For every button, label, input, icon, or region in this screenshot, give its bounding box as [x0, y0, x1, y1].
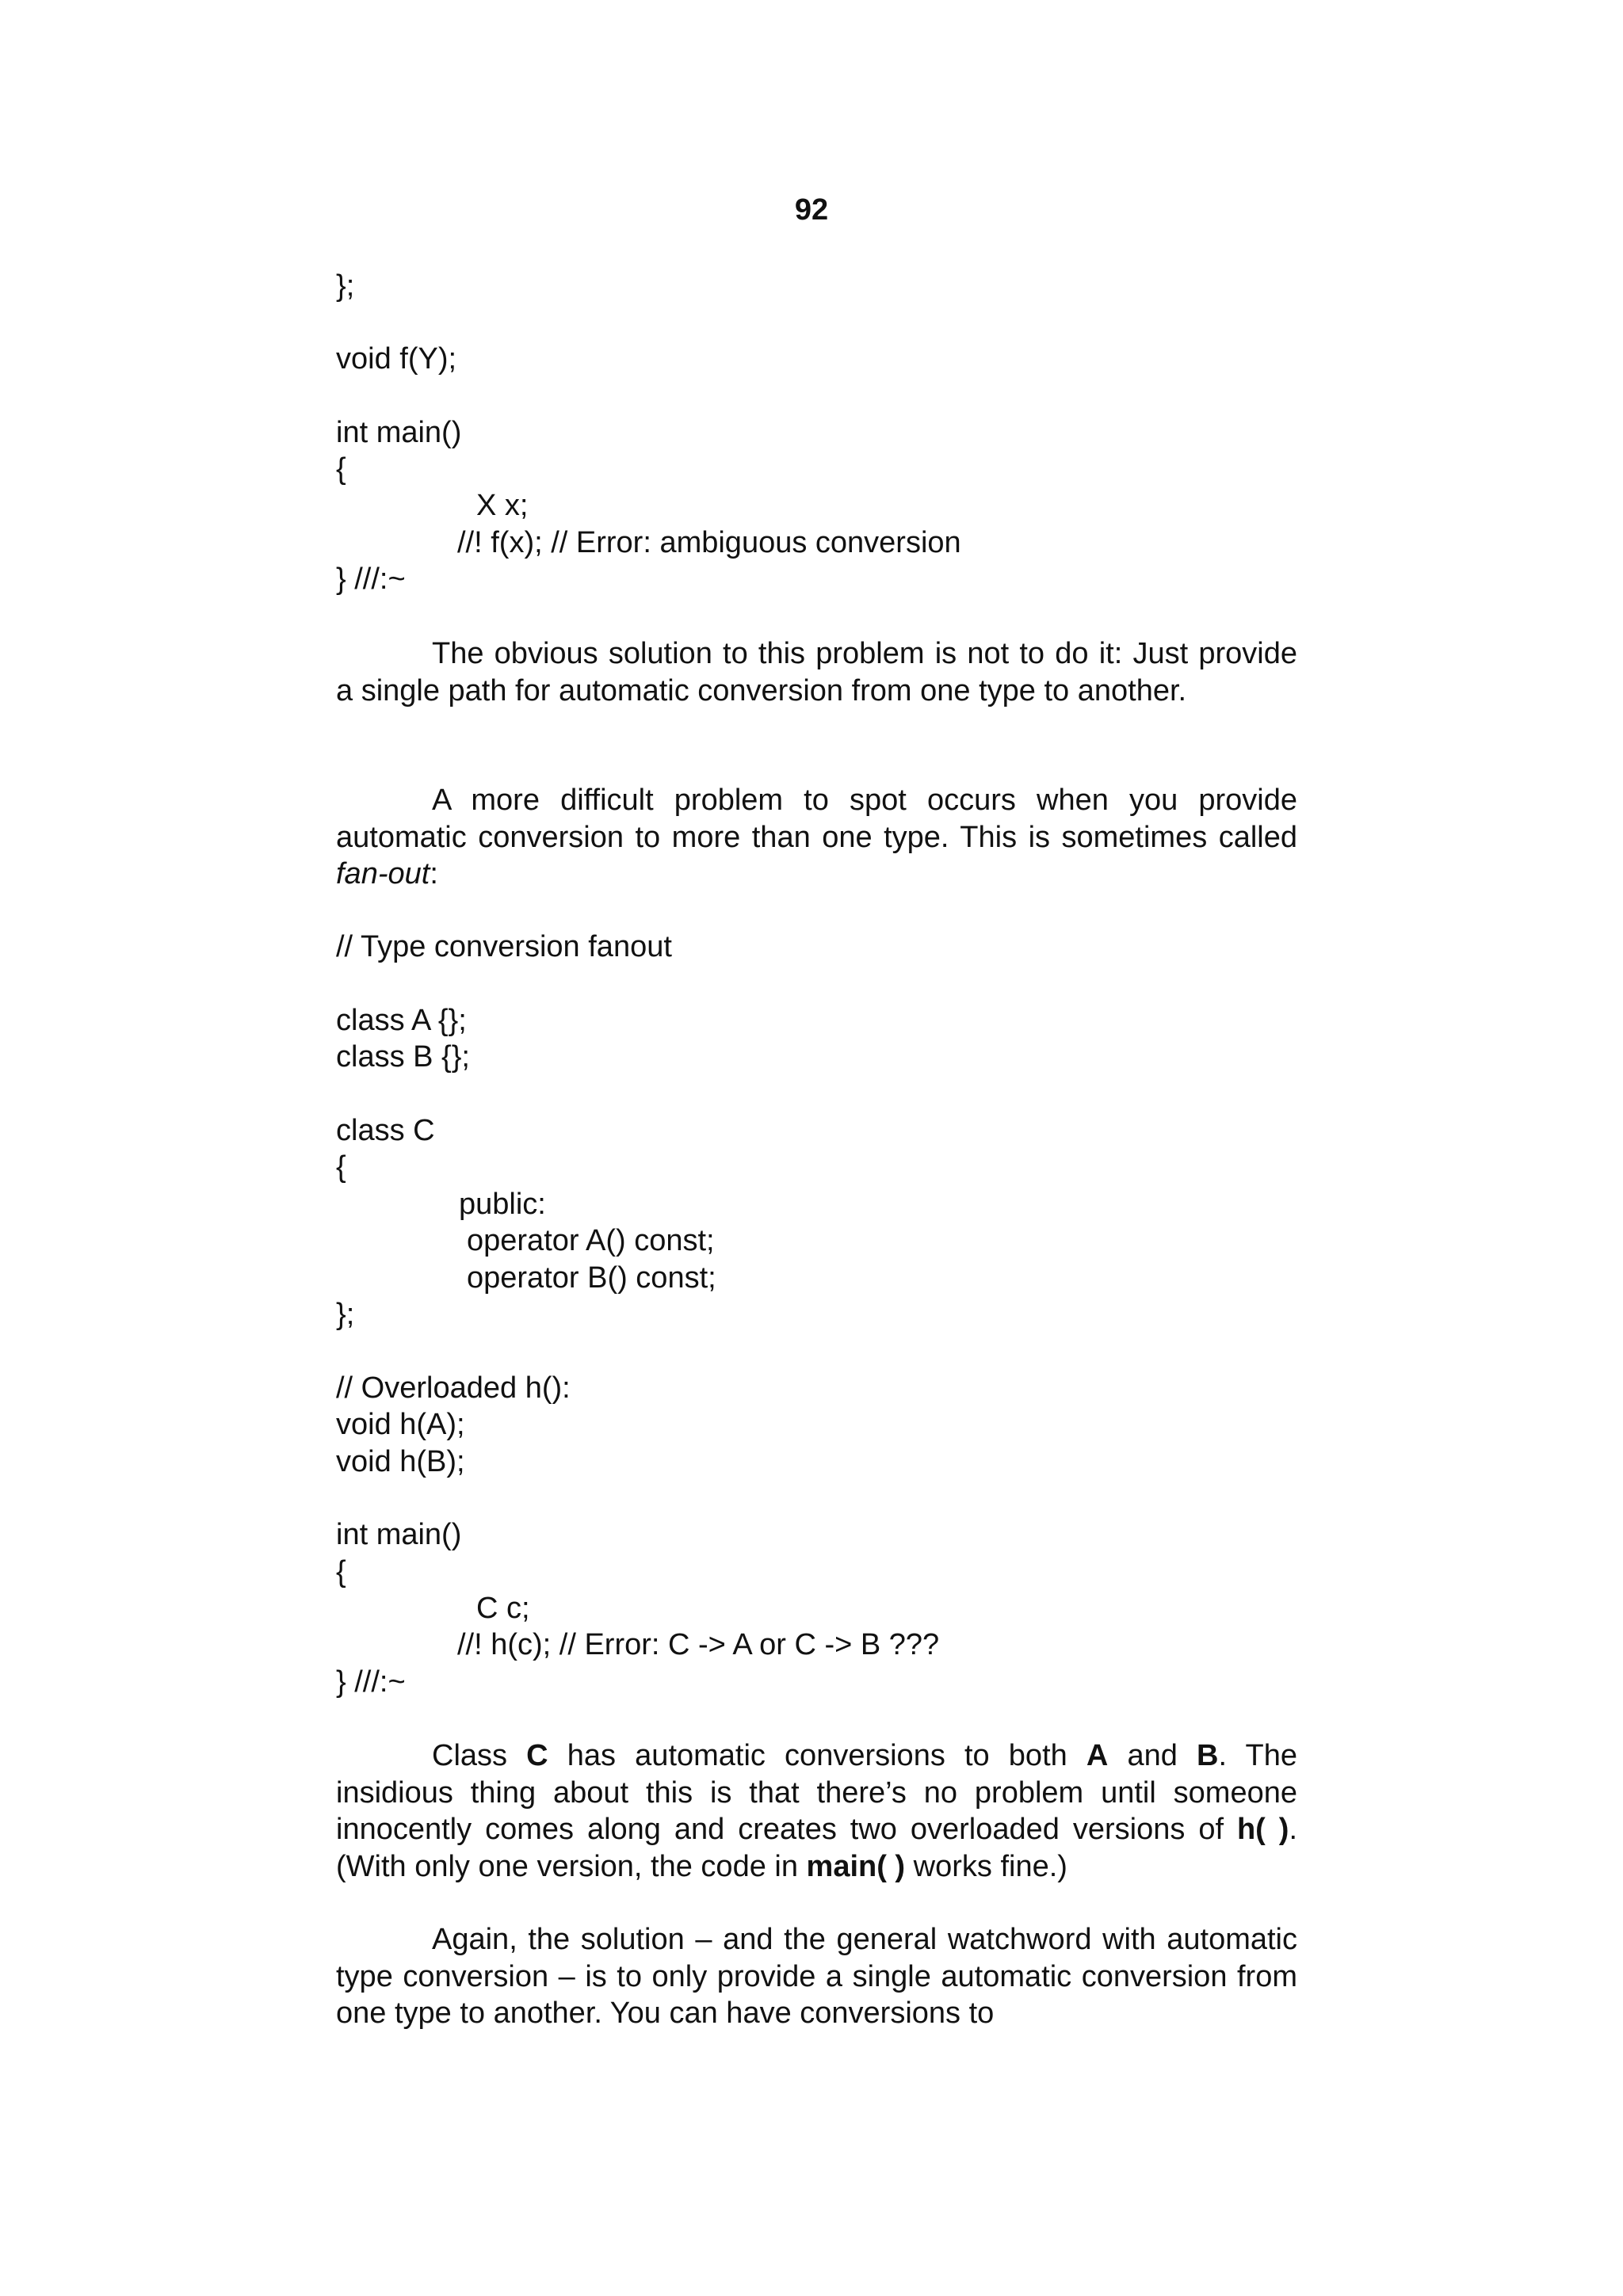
code-line: //! f(x); // Error: ambiguous conversion — [457, 526, 961, 559]
code-line: class B {}; — [336, 1040, 470, 1074]
code-line: operator A() const; — [467, 1224, 715, 1257]
italic-term: fan-out — [336, 857, 430, 891]
code-term: h( ) — [1236, 1813, 1289, 1846]
code-line: void h(A); — [336, 1408, 465, 1441]
code-line: X x; — [476, 489, 529, 522]
code-line: { — [336, 1150, 346, 1184]
code-line: { — [336, 1555, 346, 1589]
code-line: int main() — [336, 1518, 462, 1551]
page-number: 92 — [794, 193, 829, 227]
code-line: }; — [336, 269, 355, 303]
code-line: int main() — [336, 416, 462, 449]
code-term: B — [1197, 1739, 1219, 1772]
code-line: // Overloaded h(): — [336, 1371, 571, 1405]
code-line: // Type conversion fanout — [336, 930, 672, 963]
code-line: { — [336, 452, 346, 486]
body-paragraph: The obvious solution to this problem is not to do it: Just provide a single path for automatic conversion from one type to another. — [336, 637, 1297, 707]
body-paragraph: Again, the solution – and the general watchword with automatic type conversion – is to only provide a single automatic conversion from one type to another. You can have conversions to — [336, 1923, 1297, 2030]
code-line: class C — [336, 1114, 435, 1147]
body-paragraph: Class C has automatic conversions to both A and B. The insidious thing about this is that there’s no problem until someone innocently comes along and creates two overloaded versions of h( ). (With only one version, the code in main( ) works fine.) — [336, 1739, 1298, 1883]
code-line: operator B() const; — [467, 1261, 716, 1295]
code-line: } ///:~ — [336, 1665, 406, 1699]
code-term: A — [1086, 1739, 1109, 1772]
code-line: } ///:~ — [336, 563, 406, 596]
code-line: //! h(c); // Error: C -> A or C -> B ??? — [457, 1628, 940, 1661]
code-line: }; — [336, 1298, 355, 1331]
code-line: C c; — [476, 1592, 530, 1625]
body-paragraph: A more difficult problem to spot occurs when you provide automatic conversion to more than one type. This is sometimes called fan-out: — [336, 784, 1297, 891]
code-term: C — [526, 1739, 548, 1772]
code-line: public: — [459, 1188, 546, 1221]
code-line: class A {}; — [336, 1004, 467, 1037]
code-line: void h(B); — [336, 1445, 465, 1478]
code-line: void f(Y); — [336, 342, 457, 376]
code-term: main( ) — [806, 1849, 906, 1883]
